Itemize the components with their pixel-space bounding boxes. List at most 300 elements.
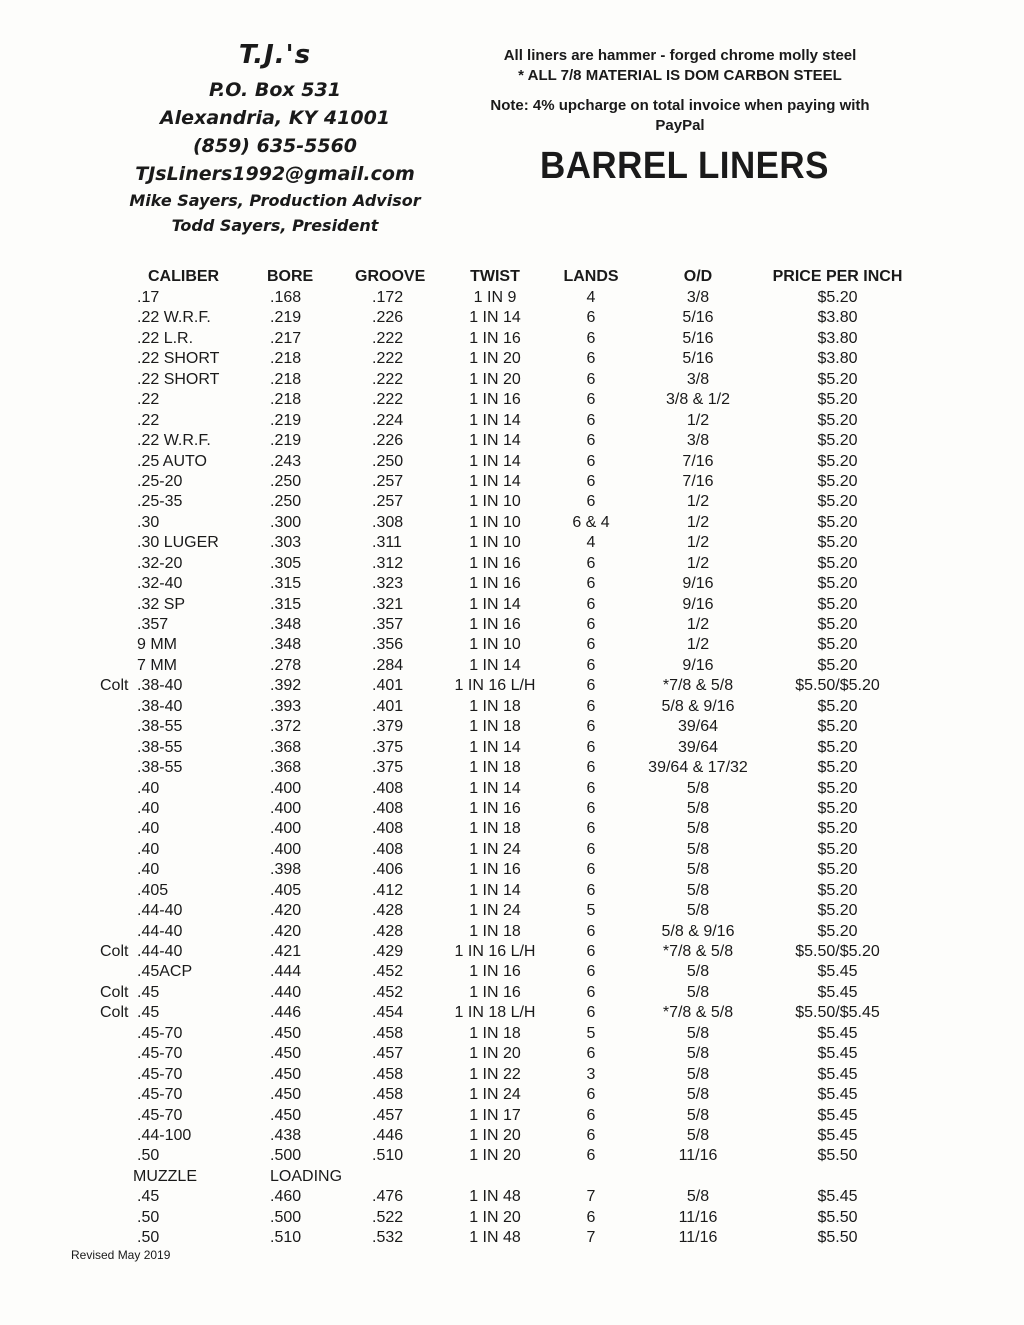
cell-lands: 6 [586, 1106, 596, 1124]
cell-od: 9/16 [682, 656, 714, 674]
cell-lands: 6 [586, 554, 596, 572]
cell-price: $5.20 [817, 840, 858, 858]
cell-price: $5.45 [817, 1106, 858, 1124]
cell-lands: 6 [586, 922, 596, 940]
cell-groove: .428 [372, 902, 404, 920]
cell-od: 9/16 [682, 595, 714, 613]
table-row [0, 575, 1024, 595]
cell-price: $5.50 [817, 1229, 858, 1247]
cell-groove: .222 [372, 391, 404, 409]
cell-twist: 1 IN 18 [469, 759, 521, 777]
cell-price: $5.20 [817, 411, 858, 429]
cell-lands: 6 [586, 820, 596, 838]
cell-bore: .303 [270, 534, 302, 552]
cell-lands: 6 [586, 472, 596, 490]
cell-bore: .500 [270, 1147, 302, 1165]
cell-pre: Colt [100, 677, 129, 695]
table-row [0, 1188, 1024, 1208]
cell-od: 5/8 [686, 983, 710, 1001]
cell-price: $5.20 [817, 513, 858, 531]
table-row [0, 412, 1024, 432]
table-row [0, 1127, 1024, 1147]
table-row [0, 963, 1024, 983]
cell-twist: 1 IN 20 [469, 370, 521, 388]
cell-lands: 6 [586, 1147, 596, 1165]
cell-lands: 6 [586, 1045, 596, 1063]
cell-caliber: .38-40 [137, 697, 183, 715]
cell-price: $5.50/$5.20 [795, 677, 880, 695]
table-row [0, 657, 1024, 677]
cell-twist: 1 IN 48 [469, 1188, 521, 1206]
cell-caliber: .22 W.R.F. [137, 432, 211, 450]
cell-price: $5.50 [817, 1147, 858, 1165]
cell-caliber: .45ACP [137, 963, 193, 981]
cell-twist: 1 IN 14 [469, 472, 521, 490]
table-row [0, 861, 1024, 881]
staff-line-1: Mike Sayers, Production Advisor [129, 191, 421, 210]
cell-lands: 7 [586, 1188, 596, 1206]
cell-bore: .305 [270, 554, 302, 572]
cell-lands: 6 [586, 595, 596, 613]
cell-caliber: .45-70 [137, 1065, 183, 1083]
cell-groove: .522 [372, 1208, 404, 1226]
cell-od: 3/8 [686, 370, 710, 388]
cell-groove: .257 [372, 493, 404, 511]
cell-twist: 1 IN 16 [469, 575, 521, 593]
cell-od: 39/64 [677, 738, 719, 756]
cell-caliber: .45-70 [137, 1045, 183, 1063]
table-row [0, 1086, 1024, 1106]
table-row [0, 1209, 1024, 1229]
cell-groove: .222 [372, 350, 404, 368]
cell-caliber: 7 MM [137, 656, 177, 674]
cell-groove: .406 [372, 861, 404, 879]
cell-od: 5/8 [686, 1024, 710, 1042]
cell-od: 5/8 [686, 799, 710, 817]
cell-price: $5.20 [817, 432, 858, 450]
cell-bore: LOADING [270, 1167, 343, 1185]
cell-price: $5.20 [817, 534, 858, 552]
cell-caliber: .45-70 [137, 1024, 183, 1042]
cell-groove: .401 [372, 677, 404, 695]
cell-lands: 6 [586, 493, 596, 511]
cell-od: *7/8 & 5/8 [662, 1004, 734, 1022]
cell-price: $5.20 [817, 370, 858, 388]
cell-bore: .400 [270, 779, 302, 797]
header-price: PRICE PER INCH [772, 268, 903, 285]
cell-pre: Colt [100, 943, 129, 960]
header-od: O/D [683, 268, 713, 285]
cell-pre: Colt [100, 983, 129, 1001]
cell-twist: 1 IN 14 [469, 656, 521, 674]
table-row [0, 800, 1024, 820]
cell-caliber: .45-70 [137, 1106, 183, 1124]
cell-twist: 1 IN 16 [469, 329, 521, 347]
table-row [0, 289, 1024, 309]
table-row [0, 923, 1024, 943]
cell-price: $5.45 [817, 1024, 858, 1042]
cell-bore: .219 [270, 309, 302, 327]
cell-groove: .412 [372, 881, 404, 899]
table-row [0, 943, 1024, 963]
cell-caliber: .45-70 [137, 1086, 183, 1104]
cell-pre: Colt [100, 1004, 129, 1022]
cell-caliber: .44-40 [137, 922, 183, 940]
cell-bore: .398 [270, 861, 302, 879]
note-paypal-cont: PayPal [655, 117, 705, 134]
cell-groove: .226 [372, 432, 404, 450]
cell-price: $5.20 [817, 779, 858, 797]
cell-od: 1/2 [686, 493, 710, 511]
table-row [0, 759, 1024, 779]
cell-price: $5.20 [817, 391, 858, 409]
cell-groove: .284 [372, 656, 404, 674]
cell-od: 5/8 [686, 1106, 710, 1124]
table-row [0, 596, 1024, 616]
page-title: BARREL LINERS [540, 145, 829, 187]
cell-bore: .421 [270, 943, 302, 960]
cell-bore: .348 [270, 616, 302, 633]
cell-lands: 4 [586, 289, 596, 306]
cell-twist: 1 IN 18 L/H [454, 1004, 536, 1022]
cell-twist: 1 IN 16 [469, 391, 521, 409]
cell-price: $5.20 [817, 922, 858, 940]
cell-lands: 6 [586, 881, 596, 899]
cell-groove: .452 [372, 963, 404, 981]
cell-lands: 6 [586, 309, 596, 327]
cell-price: $5.20 [817, 656, 858, 674]
table-row [0, 820, 1024, 840]
cell-od: 5/8 [686, 861, 710, 879]
cell-twist: 1 IN 16 [469, 554, 521, 572]
cell-od: 1/2 [686, 513, 710, 531]
cell-twist: 1 IN 20 [469, 1126, 521, 1144]
cell-bore: .450 [270, 1024, 302, 1042]
cell-twist: 1 IN 18 [469, 922, 521, 940]
cell-groove: .312 [372, 554, 404, 572]
cell-price: $5.45 [817, 963, 858, 981]
cell-groove: .379 [372, 718, 404, 736]
company-name: T.J.'s [238, 40, 312, 70]
cell-od: 5/8 & 9/16 [661, 697, 735, 715]
cell-price: $5.20 [817, 554, 858, 572]
table-row [0, 534, 1024, 554]
cell-twist: 1 IN 20 [469, 1045, 521, 1063]
cell-lands: 6 [586, 759, 596, 777]
cell-twist: 1 IN 16 [469, 799, 521, 817]
cell-groove: .224 [372, 411, 404, 429]
cell-bore: .400 [270, 840, 302, 858]
email-address: TJsLiners1992@gmail.com [135, 163, 415, 185]
cell-bore: .400 [270, 799, 302, 817]
cell-lands: 6 [586, 370, 596, 388]
cell-od: 3/8 [686, 432, 710, 450]
cell-lands: 5 [586, 902, 596, 920]
cell-caliber: .38-55 [137, 738, 183, 756]
cell-bore: .450 [270, 1086, 302, 1104]
cell-price: $5.20 [817, 799, 858, 817]
cell-caliber: .44-40 [137, 943, 183, 960]
note-material: All liners are hammer - forged chrome molly steel [503, 47, 857, 64]
staff-line-2: Todd Sayers, President [171, 216, 379, 235]
cell-od: *7/8 & 5/8 [662, 943, 734, 960]
cell-caliber: .50 [137, 1229, 160, 1247]
cell-od: 5/8 [686, 963, 710, 981]
cell-bore: .438 [270, 1126, 302, 1144]
cell-price: $5.20 [817, 697, 858, 715]
cell-bore: .450 [270, 1065, 302, 1083]
cell-od: 3/8 [686, 289, 710, 306]
cell-od: 5/8 [686, 881, 710, 899]
cell-groove: .457 [372, 1045, 404, 1063]
cell-price: $5.45 [817, 1045, 858, 1063]
cell-price: $3.80 [817, 309, 858, 327]
cell-lands: 6 [586, 779, 596, 797]
cell-price: $5.45 [817, 1188, 858, 1206]
cell-lands: 6 [586, 432, 596, 450]
cell-lands: 6 [586, 718, 596, 736]
cell-bore: .368 [270, 738, 302, 756]
cell-groove: .321 [372, 595, 404, 613]
cell-od: 39/64 & 17/32 [648, 759, 748, 777]
cell-lands: 6 [586, 697, 596, 715]
cell-lands: 5 [586, 1024, 596, 1042]
cell-od: 5/8 [686, 1086, 710, 1104]
header-bore: BORE [267, 268, 314, 285]
cell-groove: .357 [372, 616, 404, 633]
cell-od: 5/8 [686, 1188, 710, 1206]
cell-caliber: .22 SHORT [137, 370, 220, 388]
cell-bore: .315 [270, 595, 302, 613]
cell-caliber: .32 SP [137, 595, 186, 613]
cell-bore: .348 [270, 636, 302, 654]
cell-price: $3.80 [817, 350, 858, 368]
cell-twist: 1 IN 17 [469, 1106, 521, 1124]
cell-od: 5/8 [686, 1126, 710, 1144]
cell-twist: 1 IN 10 [469, 534, 521, 552]
cell-twist: 1 IN 14 [469, 309, 521, 327]
cell-od: 1/2 [686, 616, 710, 633]
cell-twist: 1 IN 18 [469, 697, 521, 715]
cell-bore: .219 [270, 411, 302, 429]
cell-od: 5/16 [682, 350, 714, 368]
cell-caliber: .17 [137, 289, 160, 306]
cell-price: $5.20 [817, 493, 858, 511]
cell-price: $5.45 [817, 1126, 858, 1144]
cell-caliber: .40 [137, 861, 160, 879]
table-row [0, 1025, 1024, 1045]
cell-lands: 4 [586, 534, 596, 552]
table-row [0, 718, 1024, 738]
cell-caliber: .22 W.R.F. [137, 309, 211, 327]
table-row [0, 1168, 1024, 1188]
notes-block [455, 46, 905, 136]
cell-groove: .308 [372, 513, 404, 531]
cell-caliber: .30 LUGER [137, 534, 219, 552]
cell-caliber: .44-100 [137, 1126, 192, 1144]
cell-price: $5.20 [817, 902, 858, 920]
table-row [0, 371, 1024, 391]
cell-twist: 1 IN 16 [469, 963, 521, 981]
cell-price: $5.20 [817, 289, 858, 306]
cell-lands: 6 [586, 963, 596, 981]
po-box: P.O. Box 531 [209, 79, 341, 101]
cell-groove: .226 [372, 309, 404, 327]
cell-bore: .218 [270, 370, 302, 388]
cell-lands: 6 [586, 452, 596, 470]
table-body [0, 289, 1024, 1250]
cell-groove: .454 [372, 1004, 404, 1022]
table-row [0, 780, 1024, 800]
cell-od: 1/2 [686, 411, 710, 429]
table-row [0, 739, 1024, 759]
cell-twist: 1 IN 16 L/H [454, 943, 536, 960]
cell-price: $5.20 [817, 595, 858, 613]
cell-od: 5/16 [682, 329, 714, 347]
cell-twist: 1 IN 16 L/H [454, 677, 536, 695]
cell-od: 5/8 [686, 820, 710, 838]
cell-od: 7/16 [682, 452, 714, 470]
cell-twist: 1 IN 16 [469, 616, 521, 633]
cell-bore: .372 [270, 718, 302, 736]
table-row [0, 636, 1024, 656]
table-row [0, 453, 1024, 473]
cell-twist: 1 IN 22 [469, 1065, 521, 1083]
cell-groove: .257 [372, 472, 404, 490]
cell-caliber: .22 [137, 391, 160, 409]
cell-lands: 6 [586, 575, 596, 593]
cell-lands: 6 [586, 1086, 596, 1104]
cell-caliber: .25-20 [137, 472, 183, 490]
cell-price: $5.20 [817, 472, 858, 490]
cell-caliber: .45 [137, 1004, 160, 1022]
cell-price: $5.20 [817, 759, 858, 777]
cell-od: 3/8 & 1/2 [665, 391, 731, 409]
cell-price: $5.50/$5.45 [795, 1004, 880, 1022]
cell-groove: .476 [372, 1188, 404, 1206]
cell-caliber: .30 [137, 513, 160, 531]
phone-number: (859) 635-5560 [192, 135, 358, 157]
cell-bore: .510 [270, 1229, 302, 1247]
cell-od: 1/2 [686, 554, 710, 572]
cell-groove: .311 [372, 534, 402, 552]
table-row [0, 330, 1024, 350]
cell-lands: 6 [586, 350, 596, 368]
cell-twist: 1 IN 9 [473, 289, 517, 306]
cell-twist: 1 IN 20 [469, 350, 521, 368]
cell-bore: .444 [270, 963, 302, 981]
header-lands: LANDS [563, 268, 619, 285]
table-row [0, 555, 1024, 575]
cell-lands: 6 [586, 616, 596, 633]
cell-bore: .250 [270, 493, 302, 511]
cell-bore: .460 [270, 1188, 302, 1206]
cell-lands: 6 [586, 738, 596, 756]
cell-twist: 1 IN 10 [469, 493, 521, 511]
cell-bore: .400 [270, 820, 302, 838]
table-row [0, 493, 1024, 513]
cell-price: $5.20 [817, 616, 858, 633]
cell-lands: 6 [586, 1208, 596, 1226]
cell-bore: .250 [270, 472, 302, 490]
cell-groove: .408 [372, 779, 404, 797]
table-row [0, 698, 1024, 718]
cell-od: 5/16 [682, 309, 714, 327]
cell-od: 5/8 & 9/16 [661, 922, 735, 940]
cell-od: 5/8 [686, 902, 710, 920]
cell-lands: 6 [586, 329, 596, 347]
note-gap [455, 86, 905, 96]
cell-od: 7/16 [682, 472, 714, 490]
cell-groove: .408 [372, 820, 404, 838]
cell-twist: 1 IN 14 [469, 779, 521, 797]
cell-caliber: .22 SHORT [137, 350, 220, 368]
cell-groove: .375 [372, 759, 404, 777]
cell-lands: 6 [586, 656, 596, 674]
cell-price: $5.20 [817, 452, 858, 470]
cell-caliber: .40 [137, 799, 160, 817]
cell-lands: 7 [586, 1229, 596, 1247]
cell-caliber: .38-55 [137, 759, 183, 777]
cell-price: $5.50 [817, 1208, 858, 1226]
cell-twist: 1 IN 14 [469, 411, 521, 429]
cell-od: 11/16 [678, 1208, 718, 1226]
cell-bore: .420 [270, 922, 302, 940]
cell-caliber: .38-55 [137, 718, 183, 736]
cell-caliber: .38-40 [137, 677, 183, 695]
table-row [0, 350, 1024, 370]
cell-caliber: .40 [137, 779, 160, 797]
cell-price: $5.45 [817, 1065, 858, 1083]
cell-caliber: .40 [137, 820, 160, 838]
cell-caliber: .44-40 [137, 902, 183, 920]
table-row [0, 1066, 1024, 1086]
cell-price: $5.20 [817, 718, 858, 736]
cell-price: $5.20 [817, 575, 858, 593]
header-twist: TWIST [470, 268, 520, 285]
cell-caliber: .22 [137, 411, 160, 429]
cell-lands: 6 [586, 799, 596, 817]
cell-bore: .446 [270, 1004, 302, 1022]
cell-lands: 6 [586, 983, 596, 1001]
cell-caliber: .22 L.R. [137, 329, 194, 347]
cell-groove: .375 [372, 738, 404, 756]
cell-groove: .458 [372, 1024, 404, 1042]
cell-caliber: .50 [137, 1147, 160, 1165]
table-row [0, 391, 1024, 411]
cell-groove: .510 [372, 1147, 404, 1165]
cell-twist: 1 IN 14 [469, 881, 521, 899]
cell-caliber: .32-40 [137, 575, 183, 593]
cell-groove: .429 [372, 943, 404, 960]
cell-twist: 1 IN 14 [469, 595, 521, 613]
table-row [0, 432, 1024, 452]
cell-lands: 6 [586, 840, 596, 858]
cell-bore: .243 [270, 452, 302, 470]
cell-price: $5.20 [817, 636, 858, 654]
cell-price: $5.20 [817, 881, 858, 899]
cell-groove: .222 [372, 329, 404, 347]
cell-lands: 6 [586, 861, 596, 879]
cell-od: 39/64 [677, 718, 719, 736]
cell-caliber: .50 [137, 1208, 160, 1226]
cell-bore: .218 [270, 350, 302, 368]
cell-caliber: .45 [137, 1188, 160, 1206]
cell-price: $3.80 [817, 329, 858, 347]
cell-twist: 1 IN 16 [469, 861, 521, 879]
city-address: Alexandria, KY 41001 [159, 107, 391, 129]
cell-lands: 3 [586, 1065, 596, 1083]
